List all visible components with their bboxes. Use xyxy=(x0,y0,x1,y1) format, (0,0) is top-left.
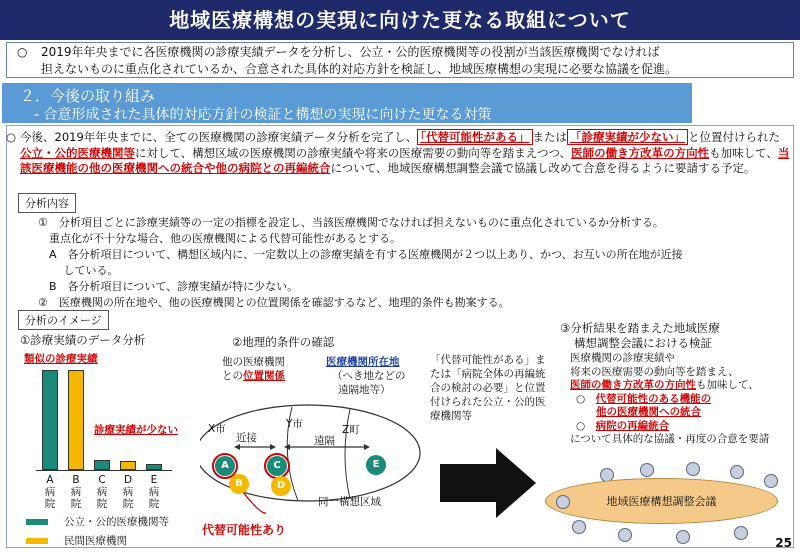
analysis-line: A 各分析項目について、構想区域内に、一定数以上の診療実績を有する医療機関が２つ以上あり、かつ、お互いの所在地が近接 xyxy=(38,248,683,261)
col3-line: 将来の医療需要の動向等を踏まえ、 xyxy=(570,365,739,378)
col3-bullet-1: ○ 代替可能性のある機能の xyxy=(576,392,712,405)
bullet-mark: ○ xyxy=(6,130,17,144)
section-subheading: - 合意形成された具体的対応方針の検証と構想の実現に向けた更なる対策 xyxy=(34,107,492,123)
analysis-line: 重点化が不十分な場合、他の医療機関による代替可能性があるとする。 xyxy=(38,232,401,245)
person-icon xyxy=(572,520,586,534)
big-arrow-icon xyxy=(440,448,540,518)
col3-line: 医師の働き方改革の方向性も加味して、 xyxy=(570,379,759,391)
col3-title-1: ③分析結果を踏まえた地域医療 xyxy=(560,321,720,335)
city-y: Y市 xyxy=(286,418,303,430)
col3-bullet-1b: 他の医療機関への統合 xyxy=(596,406,701,418)
person-icon xyxy=(764,474,778,488)
summary-line-2: 担えないものに重点化されているか、合意された具体的対応方針を検証し、地域医療構想の実現に必要な協議を促進。 xyxy=(41,62,678,76)
col3-line: について具体的な協議・再度の合意を要請 xyxy=(570,433,770,445)
col3-line: 医療機関の診療実績や xyxy=(570,352,675,364)
bar-label: C病院 xyxy=(96,474,108,510)
analysis-line: している。 xyxy=(38,264,119,277)
para-text: について、地域医療構想調整会議で協議し改めて合意を得るように要請する予定。 xyxy=(330,161,756,175)
remote-title: 医療機関所在地 xyxy=(326,356,400,368)
quote-text: 「代替可能性がある」または「病院全体の再編統合の検討の必要」と位置付けられた公立・公的医療機関等 xyxy=(430,354,546,422)
node-c: C xyxy=(267,456,287,476)
para-text: または xyxy=(532,130,568,144)
conference-oval: 地域医療構想調整会議 xyxy=(545,478,778,524)
near-label: 近接 xyxy=(236,432,257,444)
few-label: 診療実績が少ない xyxy=(94,424,178,436)
remote-line-1: （へき地などの xyxy=(332,370,406,382)
para-text: と位置付けられた xyxy=(688,130,781,144)
bar-axis xyxy=(36,470,172,471)
bar-1 xyxy=(68,370,84,470)
bar-3 xyxy=(120,461,136,470)
analysis-label: 分析内容 xyxy=(18,193,76,213)
col3-bullet-2: ○ 病院の再編統合 xyxy=(576,419,670,432)
image-label: 分析のイメージ xyxy=(18,310,109,330)
col3-title-2: 構想調整会議における検証 xyxy=(574,336,712,350)
legend-private: 民間医療機関 xyxy=(64,535,127,547)
section-heading: ２．今後の取り組み xyxy=(20,87,156,105)
bar-label: E病院 xyxy=(148,474,160,510)
col1-title: ①診療実績のデータ分析 xyxy=(20,333,146,347)
node-e: E xyxy=(366,455,386,475)
bullet-mark: ○ xyxy=(17,45,28,59)
para-text: 今後、2019年年央までに、全ての医療機関の診療実績データ分析を完了し、 xyxy=(20,130,418,144)
page-title: 地域医療構想の実現に向けた更なる取組について xyxy=(0,0,800,40)
bar-label: D病院 xyxy=(122,474,134,510)
para-text: に対して、構想区域の医療機関の診療実績や将来の医療需要の動向等を踏まえつつ、 xyxy=(135,145,572,160)
similar-label: 類似の診療実績 xyxy=(24,353,98,365)
city-x: X市 xyxy=(208,423,226,435)
para-highlight: 「代替可能性がある」 xyxy=(417,129,532,145)
person-icon xyxy=(734,526,748,540)
legend-swatch-public xyxy=(26,519,48,525)
para-highlight: 「診療実績が少ない」 xyxy=(567,129,688,145)
other-line-1: 他の医療機関 xyxy=(222,356,285,368)
person-icon xyxy=(618,528,632,542)
node-d: D xyxy=(271,476,291,496)
person-icon xyxy=(556,495,570,509)
bar-2 xyxy=(94,460,110,470)
node-b: B xyxy=(229,474,249,494)
summary-line-1: 2019年年央までに各医療機関の診療実績データを分析し、公立・公的医療機関等の役割が当該医療機関でなければ xyxy=(41,45,660,59)
col2-title: ②地理的条件の確認 xyxy=(232,335,335,349)
para-highlight: 医師の働き方改革の方向性 xyxy=(571,145,710,160)
same-area-label: 同一構想区域 xyxy=(318,496,381,508)
other-line-2: との位置関係 xyxy=(222,370,285,382)
analysis-list xyxy=(38,215,788,311)
summary-box xyxy=(6,42,794,78)
para-highlight: 当該医療機能の他の医療機関への統合や他の病院との再編統合 xyxy=(20,145,790,175)
legend-swatch-private xyxy=(26,538,48,544)
para-text: も加味して、 xyxy=(709,145,778,160)
person-icon xyxy=(676,530,690,544)
bar-label: A病院 xyxy=(44,474,56,510)
bar-label: B病院 xyxy=(70,474,82,510)
person-icon xyxy=(640,463,654,477)
node-a: A xyxy=(215,456,235,476)
page-number: 25 xyxy=(775,536,792,550)
substitutable-label: 代替可能性あり xyxy=(202,523,287,537)
analysis-line: B 各分析項目について、診療実績が特に少ない。 xyxy=(38,280,299,293)
town-z: Z町 xyxy=(342,424,360,436)
section-header xyxy=(2,83,692,123)
para-highlight: 公立・公的医療機関等 xyxy=(20,145,135,160)
far-label: 遠隔 xyxy=(314,435,335,447)
person-icon xyxy=(686,462,700,476)
main-paragraph xyxy=(6,130,790,177)
bar-0 xyxy=(42,370,58,470)
person-icon xyxy=(730,465,744,479)
col3-body xyxy=(570,352,792,447)
legend-public: 公立・公的医療機関等 xyxy=(64,516,169,528)
remote-line-2: 遠隔地等） xyxy=(338,384,391,396)
analysis-line: ① 分析項目ごとに診療実績等の一定の指標を設定し、当該医療機関でなければ担えないものに重点化されているか分析する。 xyxy=(38,216,664,229)
analysis-line: ② 医療機関の所在地や、他の医療機関との位置関係を確認するなど、地理的条件も勘案する。 xyxy=(38,296,510,309)
